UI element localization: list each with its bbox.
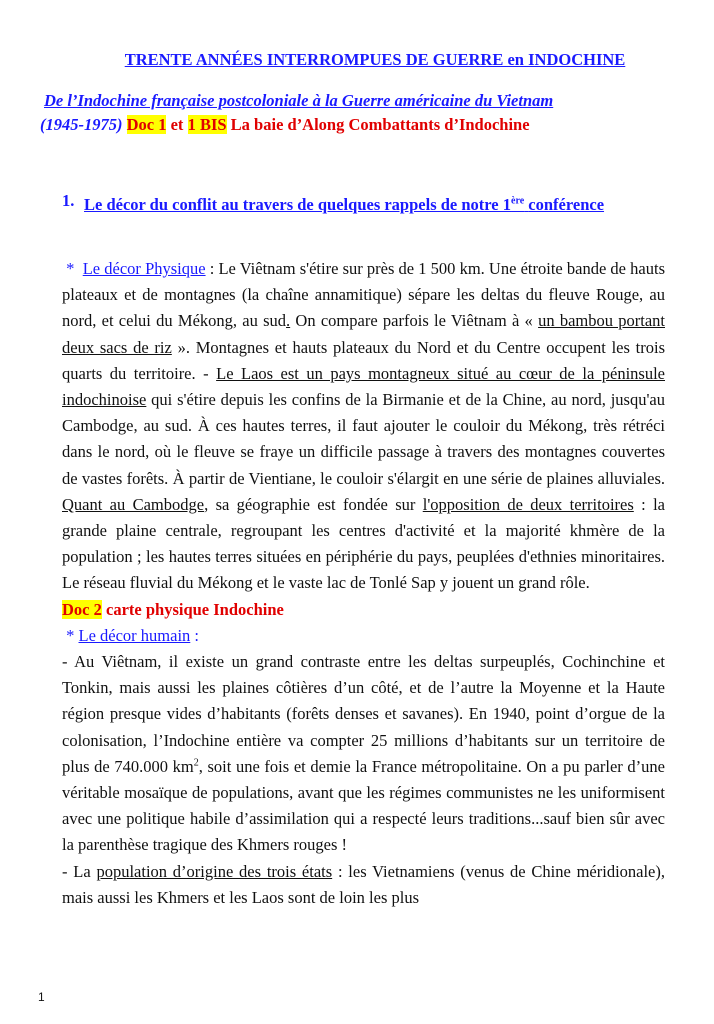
- section-title: [84, 191, 666, 218]
- heading-decor-humain: Le décor humain: [78, 625, 191, 645]
- physique-text-d: qui s'étire depuis les confins de la Birmanie et de la Chine, au nord, jusqu'au Cambodge, au sud. À ces hautes terres, il faut ajouter le couloir du Mékong, très rétréci dans le nord, où le fleuve se fraye un difficile passage à travers des montagnes couvertes de vastes forêts. À partir de Vientiane, le couloir s'élargit en une série de plaines alluviales.: [62, 390, 665, 488]
- paragraph-population: [62, 859, 665, 911]
- doc1bis-label: 1 BIS: [187, 115, 227, 134]
- humain-heading-line: [62, 623, 665, 649]
- cambodge-phrase: Quant au Cambodge: [62, 494, 205, 514]
- section-number: 1.: [62, 191, 75, 210]
- doc2-label: Doc 2: [62, 599, 102, 619]
- doc2-line: [62, 597, 665, 623]
- bullet-marker: *: [62, 259, 83, 278]
- paragraph-humain: [62, 649, 665, 859]
- humain-colon: :: [190, 625, 200, 645]
- laos-phrase: Le Laos est un pays montagneux situé au cœur de la péninsule indochinoise: [62, 363, 665, 410]
- et-word: et: [170, 115, 184, 134]
- population-origine-phrase: population d’origine des trois états: [96, 861, 333, 881]
- humain-text-b: , soit une fois et demie la France métropolitaine. On a pu parler d’une véritable mosaïque de populations, avant que les régimes communistes ne les uniformisent avec une politique habile d’assimilation qui a respecté leurs traditions...sauf bien sûr avec la parenthèse tragique des Khmers rouges !: [62, 756, 665, 855]
- section-title-end: conférence: [528, 195, 605, 214]
- physique-text-f: : la grande plaine centrale, regroupant les centres d'activité et la majorité khmère de la population ; les hautes terres situées en périphérie du pays, peuplées d'ethnies minoritaires. Le réseau fluvial du Mékong et le vaste lac de Tonlé Sap y jouent un grand rôle.: [62, 494, 665, 593]
- section-title-text: Le décor du conflit au travers de quelques rappels de notre 1: [84, 195, 512, 214]
- doc1-caption: La baie d’Along Combattants d’Indochine: [230, 115, 530, 134]
- population-text-b: : les Vietnamiens (venus de Chine méridionale), mais aussi les Khmers et les Laos sont de loin les plus: [62, 861, 665, 907]
- physique-dot: .: [286, 311, 291, 331]
- humain-text-a: - Au Viêtnam, il existe un grand contraste entre les deltas surpeuplés, Cochinchine et Tonkin, mais aussi les plaines côtières d’un côté, et de l’autre la Moyenne et la Haute région presque vides d’habitants (forêts denses et savanes). En 1940, point d’orgue de la colonisation, l’Indochine entière va compter 25 millions d’habitants sur un territoire de plus de 740.000 km: [62, 652, 665, 776]
- physique-text-e: , sa géographie est fondée sur: [204, 494, 423, 514]
- physique-text-b: On compare parfois le Viêtnam à «: [290, 311, 539, 331]
- document-subtitle: De l’Indochine française postcoloniale à la Guerre américaine du Vietnam: [44, 91, 554, 110]
- page-number: 1: [38, 990, 45, 1004]
- doc1-label: Doc 1: [126, 115, 167, 134]
- document-body: [62, 256, 665, 911]
- document-title: TRENTE ANNÉES INTERROMPUES DE GUERRE en INDOCHINE: [124, 50, 626, 69]
- km2-sup: 2: [193, 757, 199, 769]
- physique-text-c: ». Montagnes et hauts plateaux du Nord et du Centre occupent les trois quarts du territoire. -: [62, 337, 665, 383]
- physique-text-a: : Le Viêtnam s'étire sur près de 1 500 km. Une étroite bande de hauts plateaux et de montagnes (la chaîne annamitique) sépare les deltas du fleuve Rouge, au nord, et celui du Mékong, au sud: [62, 259, 665, 331]
- opposition-phrase: l'opposition de deux territoires: [422, 494, 634, 514]
- heading-decor-physique: Le décor Physique: [82, 259, 206, 278]
- subtitle-dates: (1945-1975): [40, 115, 123, 134]
- bamboo-phrase: un bambou portant deux sacs de riz: [62, 311, 665, 357]
- bullet-marker-humain: *: [62, 625, 79, 645]
- section-title-sup: ère: [511, 195, 525, 207]
- doc2-caption: carte physique Indochine: [101, 599, 284, 619]
- document-subtitle-line2: [40, 115, 530, 135]
- paragraph-physique: [62, 256, 665, 597]
- population-text-a: - La: [62, 861, 97, 881]
